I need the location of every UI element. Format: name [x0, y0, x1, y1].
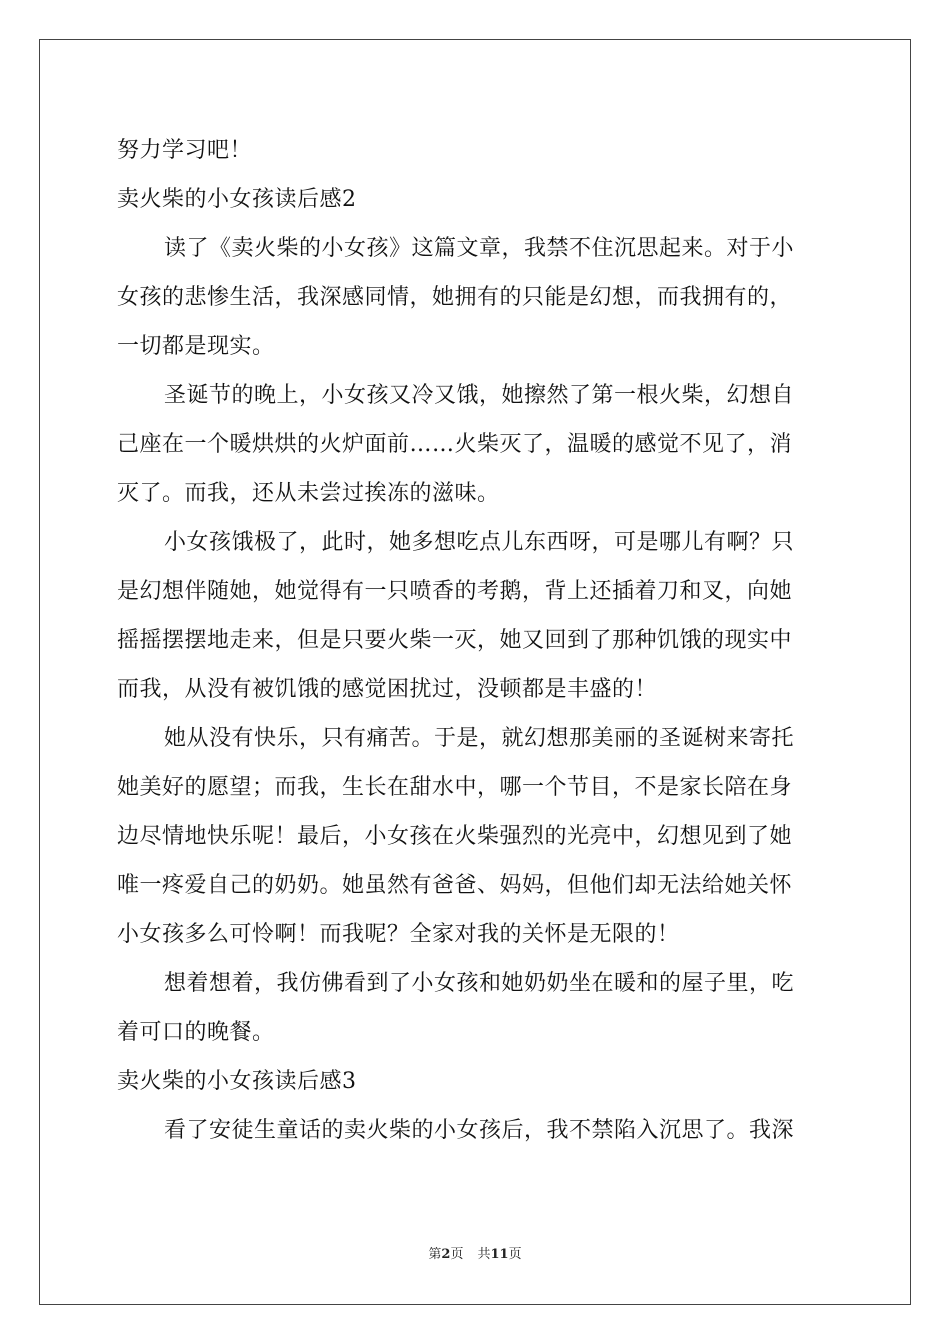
- section-heading: 卖火柴的小女孩读后感2: [117, 187, 357, 212]
- text-line: 她从没有快乐，只有痛苦。于是，就幻想那美丽的圣诞树来寄托: [164, 726, 795, 751]
- footer-total-pages: 11: [490, 1247, 509, 1262]
- footer-page-prefix: 第: [428, 1247, 442, 1262]
- text-line: 看了安徒生童话的卖火柴的小女孩后，我不禁陷入沉思了。我深: [164, 1118, 795, 1143]
- text-line: 女孩的悲惨生活，我深感同情，她拥有的只能是幻想，而我拥有的，: [117, 285, 793, 310]
- text-line: 小女孩多么可怜啊！而我呢？全家对我的关怀是无限的！: [117, 922, 680, 947]
- text-line: 是幻想伴随她，她觉得有一只喷香的考鹅，背上还插着刀和叉，向她: [117, 579, 793, 604]
- text-line: 边尽情地快乐呢！最后，小女孩在火柴强烈的光亮中，幻想见到了她: [117, 824, 793, 849]
- text-line: 摇摇摆摆地走来，但是只要火柴一灭，她又回到了那种饥饿的现实中: [117, 628, 793, 653]
- footer-page-number: 2: [441, 1247, 451, 1262]
- document-body: [117, 126, 833, 1155]
- section-heading: 卖火柴的小女孩读后感3: [117, 1069, 357, 1094]
- text-line: 己座在一个暖烘烘的火炉面前……火柴灭了，温暖的感觉不见了，消: [117, 432, 793, 457]
- footer-page-suffix: 页: [450, 1247, 464, 1262]
- page-footer: [0, 1245, 950, 1265]
- text-line: 灭了。而我，还从未尝过挨冻的滋味。: [117, 481, 500, 506]
- text-line: 而我，从没有被饥饿的感觉困扰过，没顿都是丰盛的！: [117, 677, 658, 702]
- footer-total-prefix: 共: [477, 1247, 491, 1262]
- footer-total-suffix: 页: [508, 1247, 522, 1262]
- text-line: 一切都是现实。: [117, 334, 275, 359]
- text-line: 努力学习吧！: [117, 138, 253, 163]
- text-line: 读了《卖火柴的小女孩》这篇文章，我禁不住沉思起来。对于小: [164, 236, 795, 261]
- text-line: 她美好的愿望；而我，生长在甜水中，哪一个节目，不是家长陪在身: [117, 775, 793, 800]
- text-line: 小女孩饿极了，此时，她多想吃点儿东西呀，可是哪儿有啊？只: [164, 530, 795, 555]
- text-line: 唯一疼爱自己的奶奶。她虽然有爸爸、妈妈，但他们却无法给她关怀: [117, 873, 793, 898]
- text-line: 想着想着，我仿佛看到了小女孩和她奶奶坐在暖和的屋子里，吃: [164, 971, 795, 996]
- text-line: 圣诞节的晚上，小女孩又冷又饿，她擦然了第一根火柴，幻想自: [164, 383, 795, 408]
- text-line: 着可口的晚餐。: [117, 1020, 275, 1045]
